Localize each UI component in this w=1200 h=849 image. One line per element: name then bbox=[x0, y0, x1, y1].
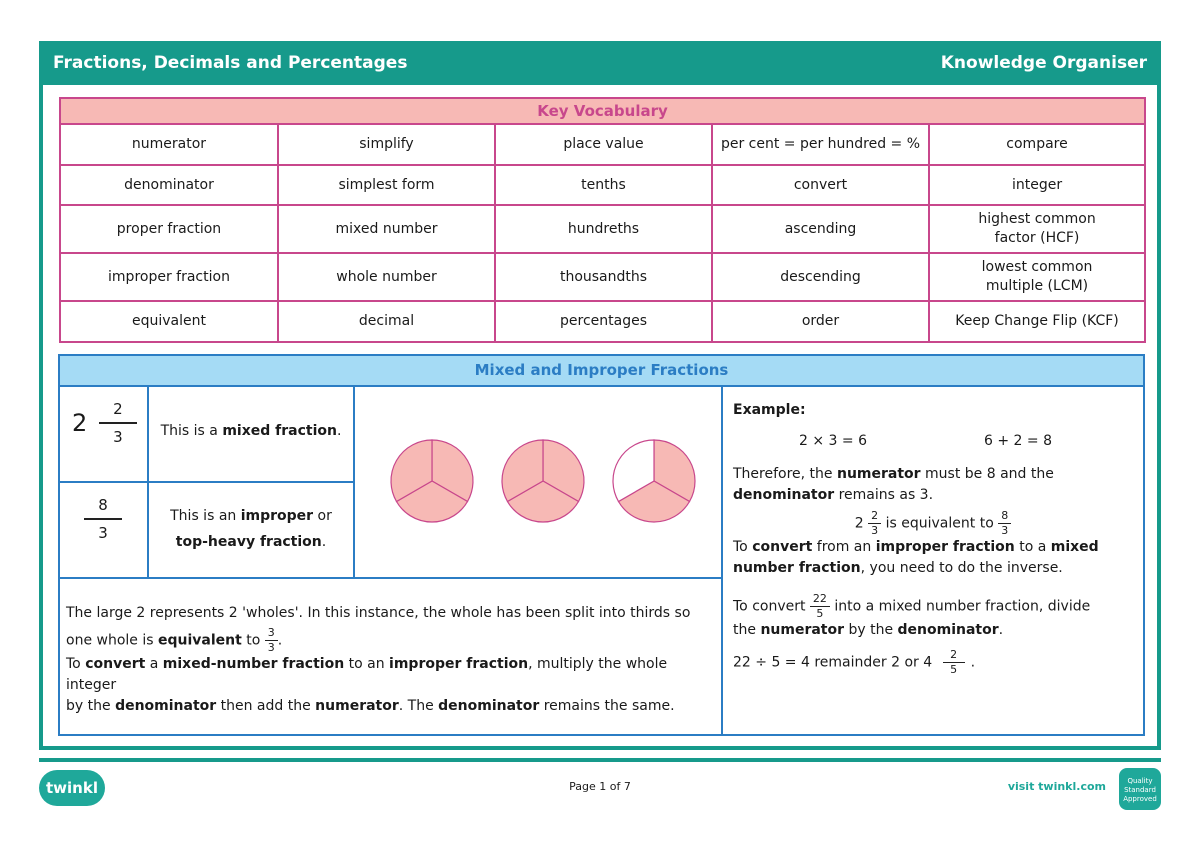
fraction-numerator: 8 bbox=[1001, 509, 1009, 522]
example-label: Example: bbox=[733, 402, 806, 418]
whole-number: 2 bbox=[72, 409, 88, 437]
explanation-line bbox=[66, 654, 718, 696]
example-line bbox=[733, 558, 1133, 579]
text: . The bbox=[398, 698, 439, 714]
fraction bbox=[99, 400, 137, 446]
label-bold: improper bbox=[240, 508, 314, 524]
vocab-term: Keep Change Flip (KCF) bbox=[929, 301, 1145, 342]
vocab-term: highest common factor (HCF) bbox=[929, 205, 1145, 253]
bold-text: mixed bbox=[1050, 539, 1099, 555]
vocab-term: place value bbox=[495, 124, 712, 165]
text: Therefore, the bbox=[733, 466, 837, 482]
fraction-numerator: 8 bbox=[98, 496, 108, 514]
mixed-fraction-label bbox=[149, 418, 353, 444]
divider bbox=[60, 577, 723, 579]
example-line bbox=[733, 537, 1133, 558]
bold-text: numerator bbox=[836, 466, 921, 482]
improper-fraction-label bbox=[149, 503, 353, 555]
fraction-denominator: 3 bbox=[98, 524, 108, 542]
pie-diagram bbox=[355, 386, 721, 577]
text: one whole is bbox=[66, 632, 158, 649]
vocab-term: compare bbox=[929, 124, 1145, 165]
fraction-denominator: 5 bbox=[816, 607, 824, 620]
example-line bbox=[733, 485, 1133, 506]
vocab-term: convert bbox=[712, 165, 929, 205]
equivalence-line bbox=[733, 510, 1133, 537]
text: . bbox=[998, 622, 1004, 638]
equation: 6 + 2 = 8 bbox=[984, 433, 1052, 449]
text: To convert bbox=[733, 598, 810, 615]
text: then add the bbox=[216, 698, 316, 714]
bold-text: improper fraction bbox=[389, 656, 529, 672]
fraction bbox=[265, 627, 278, 654]
bold-text: convert bbox=[752, 539, 813, 555]
vocab-term: descending bbox=[712, 253, 929, 301]
fraction-denominator: 3 bbox=[871, 524, 879, 537]
page-number: Page 1 of 7 bbox=[569, 780, 631, 793]
mixed-improper-section bbox=[58, 354, 1145, 736]
twinkl-logo[interactable]: twinkl bbox=[39, 770, 105, 806]
fraction-numerator: 2 bbox=[871, 509, 879, 522]
pie-chart bbox=[613, 440, 695, 522]
page-title: Fractions, Decimals and Percentages bbox=[53, 53, 408, 73]
example-line bbox=[733, 620, 1133, 641]
explanation-line: The large 2 represents 2 'wholes'. In this instance, the whole has been split into thirds so bbox=[66, 605, 691, 621]
bold-text: denominator bbox=[438, 698, 540, 714]
text: , you need to do the inverse. bbox=[860, 560, 1063, 576]
fraction-numerator: 3 bbox=[267, 626, 275, 639]
vocab-term: denominator bbox=[60, 165, 278, 205]
text: from an bbox=[812, 539, 876, 555]
fraction bbox=[943, 649, 965, 676]
label-text: . bbox=[321, 534, 327, 550]
whole-number: 2 bbox=[854, 515, 864, 532]
vocab-term: mixed number bbox=[278, 205, 495, 253]
divider bbox=[60, 481, 355, 483]
vocab-term: per cent = per hundred = % bbox=[712, 124, 929, 165]
explanation-line bbox=[66, 627, 718, 654]
text: To bbox=[66, 656, 86, 672]
example-line bbox=[733, 593, 1133, 620]
label-text: This is a bbox=[160, 423, 223, 439]
vocab-term: integer bbox=[929, 165, 1145, 205]
text: a bbox=[145, 656, 163, 672]
text: , multiply the whole integer bbox=[66, 656, 668, 693]
vocab-term: proper fraction bbox=[60, 205, 278, 253]
vocab-term: improper fraction bbox=[60, 253, 278, 301]
fraction-numerator: 22 bbox=[812, 592, 827, 605]
bold-text: denominator bbox=[897, 622, 999, 638]
text: by the bbox=[66, 698, 116, 714]
text: is equivalent to bbox=[881, 515, 999, 532]
text: remains as 3. bbox=[834, 487, 934, 503]
fraction-numerator: 2 bbox=[113, 400, 123, 418]
vocabulary-title: Key Vocabulary bbox=[60, 98, 1145, 124]
label-text: . bbox=[336, 423, 342, 439]
fraction-denominator: 5 bbox=[950, 663, 958, 676]
pie-chart bbox=[391, 440, 473, 522]
example-equations bbox=[733, 431, 1133, 452]
text: to bbox=[241, 632, 265, 649]
vocab-term: percentages bbox=[495, 301, 712, 342]
vocab-term: decimal bbox=[278, 301, 495, 342]
vocab-term: simplify bbox=[278, 124, 495, 165]
text: the bbox=[733, 622, 761, 638]
bold-text: numerator bbox=[760, 622, 845, 638]
example-line bbox=[733, 464, 1133, 485]
text: . bbox=[970, 654, 976, 671]
explanation-line bbox=[66, 696, 718, 717]
vocab-term: hundreths bbox=[495, 205, 712, 253]
text: to a bbox=[1014, 539, 1051, 555]
footer-divider bbox=[39, 758, 1161, 762]
page-frame bbox=[39, 41, 1161, 750]
fraction-denominator: 3 bbox=[1001, 524, 1009, 537]
improper-fraction bbox=[84, 496, 122, 542]
whole-number: 4 bbox=[923, 654, 933, 671]
vocab-term: thousandths bbox=[495, 253, 712, 301]
fraction bbox=[84, 496, 122, 542]
text: must be 8 and the bbox=[920, 466, 1054, 482]
text: to an bbox=[344, 656, 390, 672]
bold-text: number fraction bbox=[733, 560, 861, 576]
text: To bbox=[733, 539, 753, 555]
text: . bbox=[277, 632, 283, 649]
equation: 2 × 3 = 6 bbox=[799, 433, 867, 449]
label-text: This is an bbox=[170, 508, 241, 524]
fraction-numerator: 2 bbox=[950, 648, 958, 661]
vocab-term: numerator bbox=[60, 124, 278, 165]
quality-badge-icon: Quality Standard Approved bbox=[1119, 768, 1161, 810]
text: remains the same. bbox=[539, 698, 675, 714]
vocab-term: order bbox=[712, 301, 929, 342]
example-panel bbox=[733, 400, 1133, 676]
text: 22 ÷ 5 = 4 remainder 2 or bbox=[733, 654, 924, 671]
text: by the bbox=[844, 622, 898, 638]
visit-link[interactable]: visit twinkl.com bbox=[1007, 780, 1106, 793]
label-text: or bbox=[313, 508, 332, 524]
vocab-term: lowest common multiple (LCM) bbox=[929, 253, 1145, 301]
mixed-fraction bbox=[72, 400, 137, 446]
text: into a mixed number fraction, divide bbox=[829, 598, 1091, 615]
explanation-text bbox=[66, 603, 718, 717]
content-area bbox=[43, 85, 1157, 746]
bold-text: denominator bbox=[733, 487, 835, 503]
page-subtitle: Knowledge Organiser bbox=[940, 53, 1147, 73]
key-vocabulary-table bbox=[59, 97, 1146, 343]
fraction-denominator: 3 bbox=[113, 428, 123, 446]
fraction bbox=[998, 510, 1011, 537]
fraction bbox=[810, 593, 830, 620]
vocab-term: whole number bbox=[278, 253, 495, 301]
bold-text: denominator bbox=[115, 698, 217, 714]
bold-text: convert bbox=[85, 656, 146, 672]
bold-text: mixed-number fraction bbox=[162, 656, 345, 672]
label-bold: mixed fraction bbox=[222, 423, 337, 439]
section-title: Mixed and Improper Fractions bbox=[60, 356, 1143, 387]
vocab-term: ascending bbox=[712, 205, 929, 253]
vocab-term: simplest form bbox=[278, 165, 495, 205]
fraction bbox=[868, 510, 881, 537]
pie-chart bbox=[502, 440, 584, 522]
bold-text: improper fraction bbox=[875, 539, 1015, 555]
bold-text: equivalent bbox=[157, 632, 242, 649]
divider bbox=[721, 386, 723, 734]
vocab-term: tenths bbox=[495, 165, 712, 205]
vocab-term: equivalent bbox=[60, 301, 278, 342]
bold-text: numerator bbox=[315, 698, 399, 714]
label-bold: top-heavy fraction bbox=[175, 534, 322, 550]
result-line bbox=[733, 649, 1133, 676]
fraction-denominator: 3 bbox=[267, 641, 275, 654]
